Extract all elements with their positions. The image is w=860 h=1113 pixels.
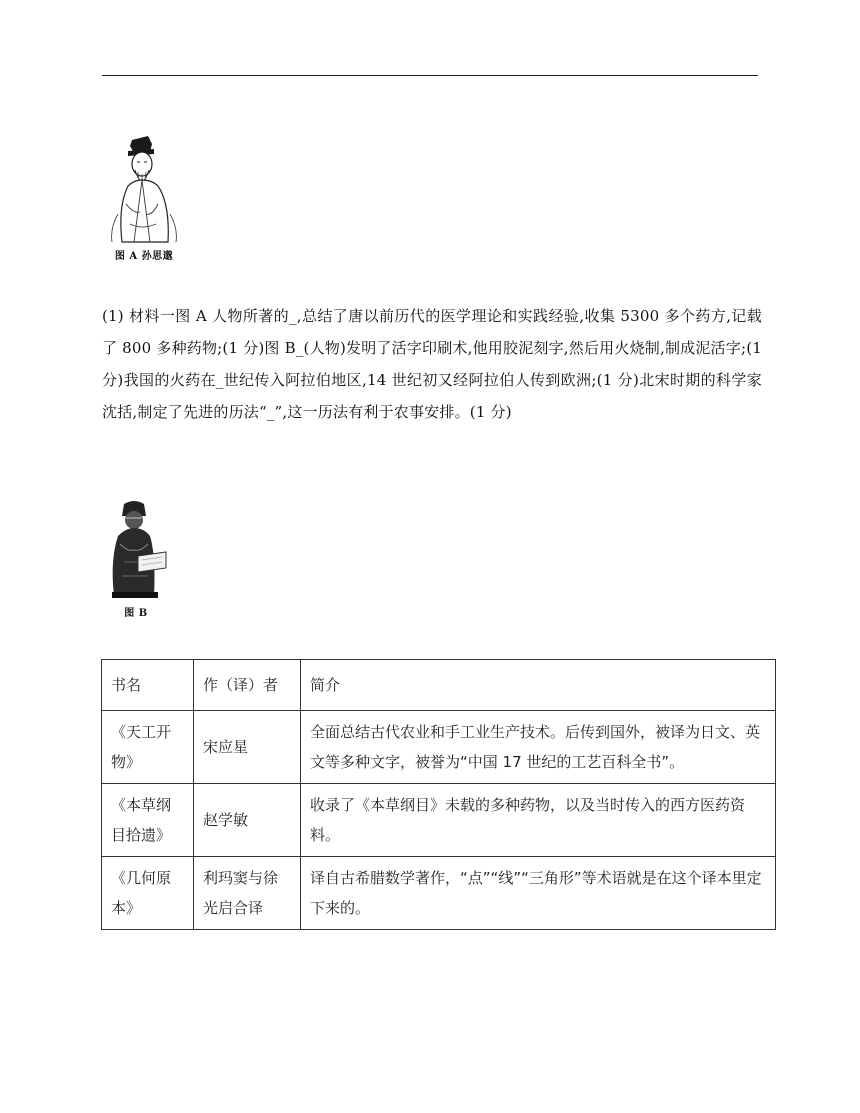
cell-intro: 译自古希腊数学著作，“点”“线”“三角形”等术语就是在这个译本里定下来的。 [301,857,776,930]
statue-bi-sheng-icon [104,500,168,600]
cell-title: 《本草纲目拾遗》 [102,784,194,857]
cell-title: 《天工开物》 [102,711,194,784]
question-paragraph: (1) 材料一图 A 人物所著的_,总结了唐以前历代的医学理论和实践经验,收集 5300 多个药方,记载了 800 多种药物;(1 分)图 B_(人物)发明了活字印刷术,他用胶泥刻字,然后用火烧制,制成泥活字;(1 分)我国的火药在_世纪传入阿拉伯地区,14 世纪初又经阿拉伯人传到欧洲;(1 分)北宋时期的科学家沈括,制定了先进的历法“_”,这一历法有利于农事安排。(1 分) [102,307,762,421]
portrait-sun-simiao-icon [104,134,184,246]
table-row [102,711,776,784]
book-table [101,659,776,930]
header-cell-title: 书名 [102,660,194,711]
cell-intro: 全面总结古代农业和手工业生产技术。后传到国外，被译为日文、英文等多种文字，被誉为“中国 17 世纪的工艺百科全书”。 [301,711,776,784]
cell-author: 利玛窦与徐光启合译 [194,857,301,930]
table-row [102,857,776,930]
cell-author: 宋应星 [194,711,301,784]
header-rule [102,75,758,76]
figure-a [104,134,184,262]
header-cell-intro: 简介 [301,660,776,711]
figure-b [104,500,168,620]
figure-b-caption: 图 B [124,608,148,619]
cell-author: 赵学敏 [194,784,301,857]
cell-title: 《几何原本》 [102,857,194,930]
header-cell-author: 作（译）者 [194,660,301,711]
table-header-row [102,660,776,711]
cell-intro: 收录了《本草纲目》未载的多种药物，以及当时传入的西方医药资料。 [301,784,776,857]
table-row [102,784,776,857]
figure-a-caption: 图 A 孙思邈 [114,251,174,262]
